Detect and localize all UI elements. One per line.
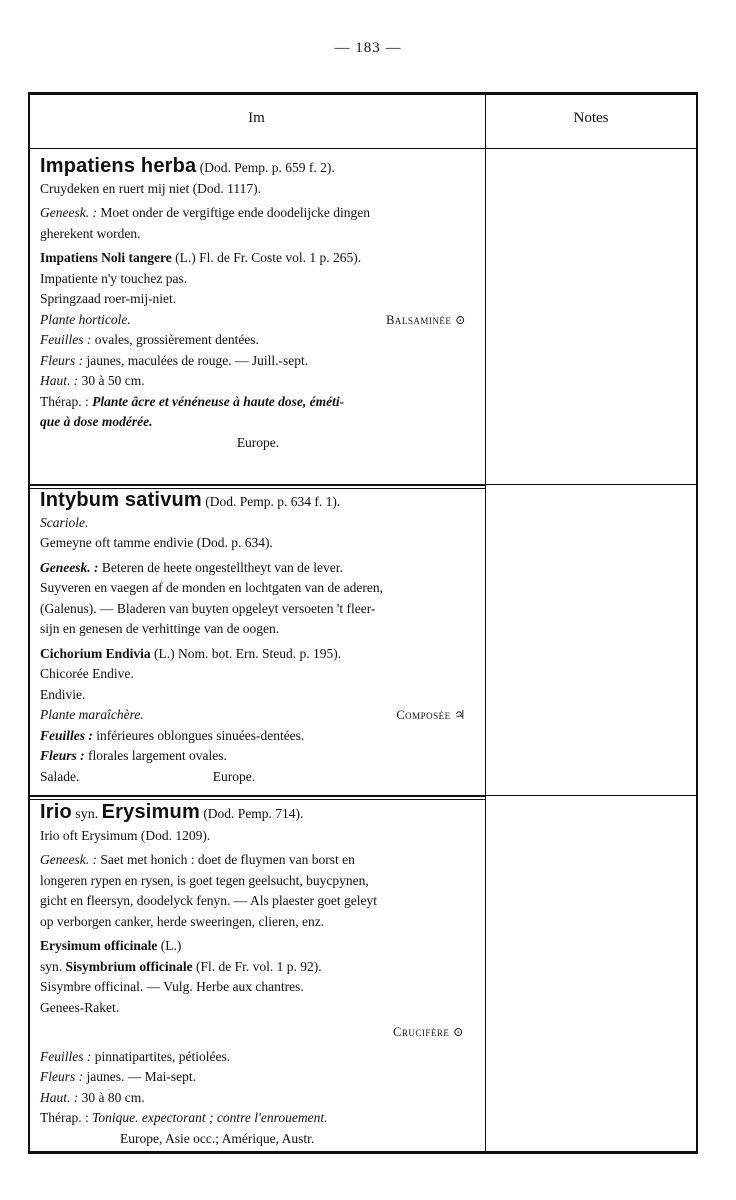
entry-impatiens (40, 156, 476, 453)
text-line: Endivie. (40, 686, 86, 702)
text-line (40, 351, 476, 372)
text: jaunes. — Mai-sept. (86, 1069, 196, 1084)
text: pinnatipartites, pétiolées. (94, 1048, 231, 1064)
label-fleurs: Fleurs : (40, 1069, 84, 1084)
species-name: Erysimum officinale (40, 938, 158, 953)
text-line: Gemeyne oft tamme endivie (Dod. p. 634). (40, 535, 273, 550)
text-line (40, 203, 476, 224)
text: Moet onder de vergiftige ende doodelijcke dingen (100, 205, 371, 220)
entry-heading (40, 490, 476, 513)
text-line (40, 371, 476, 392)
entry-heading (40, 802, 476, 826)
label-therap: Thérap. : (40, 393, 89, 409)
text-line (40, 1067, 476, 1088)
text-line: Scariole. (40, 514, 89, 530)
text-line: (Galenus). — Bladeren van buyten opgeleyt versoeten 't fleer- (40, 600, 376, 616)
plant-family: Crucifère ⊙ (393, 1025, 464, 1039)
text-line: Chicorée Endive. (40, 666, 134, 681)
plant-family: Composée ♃ (396, 708, 466, 722)
heading-title: Impatiens herba (40, 155, 197, 177)
text: 30 à 50 cm. (81, 373, 145, 388)
top-rule (28, 92, 698, 95)
text-line: Springzaad roer-mij-niet. (40, 291, 177, 306)
entry-intybum (40, 490, 476, 787)
entry-heading (40, 156, 476, 179)
text-line (40, 1022, 476, 1043)
label-feuilles: Feuilles : (40, 1048, 92, 1064)
text: florales largement ovales. (88, 748, 227, 763)
heading-title: Intybum sativum (40, 489, 202, 511)
text-line (40, 330, 476, 351)
heading-reference: (Dod. Pemp. 714). (203, 806, 304, 821)
text-line (40, 310, 476, 331)
species-name: Impatiens Noli tangere (40, 250, 172, 265)
text: (L.) Nom. bot. Ern. Steud. p. 195). (154, 645, 342, 661)
entry-separator (28, 484, 485, 486)
text-line (40, 705, 476, 726)
text-line: longeren rypen en rysen, is goet tegen geelsucht, buycpynen, (40, 872, 369, 888)
region-line: Europe. (236, 434, 280, 450)
label-feuilles: Feuilles : (40, 332, 92, 347)
label-therap: Thérap. : (40, 1110, 89, 1125)
label-geneesk: Geneesk. : (40, 852, 97, 867)
label-fleurs: Fleurs : (40, 352, 84, 368)
text-line: sijn en genesen de verhittinge van de oogen. (40, 621, 280, 636)
text: Tonique. expectorant ; contre l'enrouement. (92, 1110, 328, 1125)
label-geneesk: Geneesk. : (40, 205, 97, 220)
column-header-im: Im (248, 110, 265, 126)
text-line: que à dose modérée. (40, 414, 153, 429)
text: (Fl. de Fr. vol. 1 p. 92). (196, 958, 322, 974)
text-line (40, 1088, 476, 1109)
text: (L.) Fl. de Fr. Coste vol. 1 p. 265). (175, 250, 362, 265)
text: Plante âcre et vénéneuse à haute dose, éméti- (92, 393, 345, 409)
text-line: Sisymbre officinal. — Vulg. Herbe aux chantres. (40, 979, 304, 994)
text-line (40, 746, 476, 767)
text-line (40, 558, 476, 579)
text-line (40, 392, 476, 413)
label-feuilles: Feuilles : (40, 727, 93, 743)
heading-synonym: Erysimum (101, 801, 200, 823)
text-line (40, 1108, 476, 1129)
text-line: Cruydeken en ruert mij niet (Dod. 1117). (40, 180, 261, 196)
notes-separator (486, 795, 698, 796)
column-divider (485, 92, 486, 1154)
label-geneesk: Geneesk. : (40, 559, 99, 575)
page-number: — 183 — (334, 40, 402, 56)
right-rule (696, 92, 698, 1154)
text-line (40, 248, 476, 269)
text-line: op verborgen canker, herde sweeringen, clieren, enz. (40, 913, 325, 929)
heading-syn: syn. (75, 807, 99, 822)
bottom-rule (28, 1151, 698, 1154)
syn-label: syn. (40, 958, 63, 974)
column-header-notes: Notes (573, 110, 609, 126)
entry-irio (40, 802, 476, 1149)
text: (L.) (160, 938, 182, 953)
heading-reference: (Dod. Pemp. p. 659 f. 2). (199, 160, 335, 175)
plant-family: Balsaminée ⊙ (386, 312, 466, 327)
heading-title: Irio (40, 801, 72, 823)
heading-reference: (Dod. Pemp. p. 634 f. 1). (205, 494, 341, 509)
species-synonym: Sisymbrium officinale (65, 958, 193, 974)
text: ovales, grossièrement dentées. (94, 332, 259, 347)
table-frame (28, 92, 698, 1154)
left-rule (28, 92, 30, 1154)
text-line (40, 767, 476, 788)
plant-type: Plante maraîchère. (40, 707, 144, 722)
text: jaunes, maculées de rouge. — Juill.-sept. (86, 352, 309, 368)
use-label: Salade. (40, 768, 80, 784)
label-haut: Haut. : (40, 1089, 79, 1105)
text-line: Genees-Raket. (40, 999, 120, 1015)
entry-separator (28, 795, 485, 797)
text-line (40, 957, 476, 978)
label-fleurs: Fleurs : (40, 748, 85, 763)
text-line (40, 850, 476, 871)
plant-type: Plante horticole. (40, 311, 131, 327)
notes-separator (486, 484, 698, 485)
region-line: Europe, Asie occ.; Amérique, Austr. (120, 1130, 315, 1146)
text: Beteren de heete ongestelltheyt van de lever. (101, 559, 343, 575)
text-line: Suyveren en vaegen af de monden en lochtgaten van de aderen, (40, 580, 383, 595)
text-line (40, 726, 476, 747)
label-haut: Haut. : (40, 373, 79, 388)
text-line: Impatiente n'y touchez pas. (40, 270, 188, 286)
header-rule (28, 148, 698, 149)
region: Europe. (212, 768, 256, 784)
text: inférieures oblongues sinuées-dentées. (96, 727, 305, 743)
text: 30 à 80 cm. (81, 1089, 145, 1105)
text-line: gicht en fleersyn, doodelyck fenyn. — Als plaester goet geleyt (40, 893, 378, 908)
text-line (40, 644, 476, 665)
text-line (40, 936, 476, 957)
text: Saet met honich : doet de fluymen van borst en (100, 852, 355, 867)
text-line: gherekent worden. (40, 225, 141, 241)
species-name: Cichorium Endivia (40, 645, 151, 661)
text-line (40, 1047, 476, 1068)
text-line: Irio oft Erysimum (Dod. 1209). (40, 827, 211, 843)
